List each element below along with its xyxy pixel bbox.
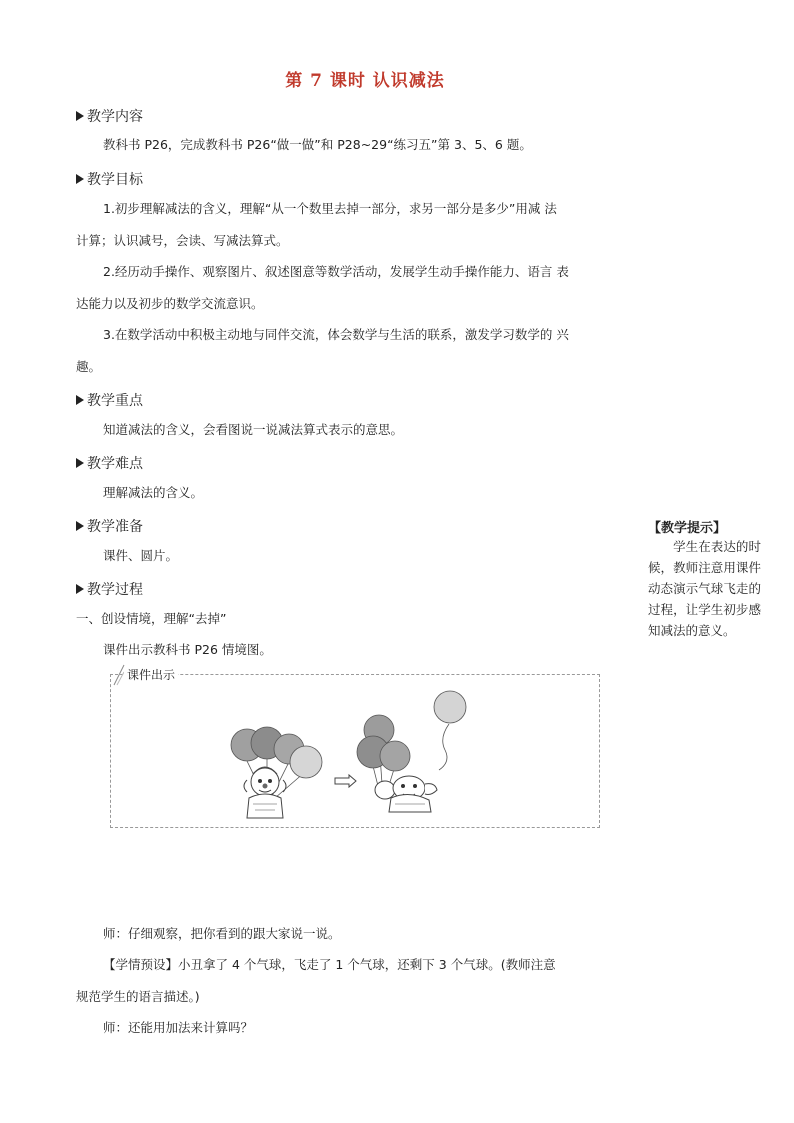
- triangle-bullet-icon: [76, 395, 84, 405]
- goal2-line1: 2.经历动手操作、观察图片、叙述图意等数学活动，发展学生动手操作能力、语言 表: [103, 264, 569, 279]
- section-heading-difficult: 教学难点: [76, 453, 143, 473]
- prep-text: 课件、圆片。: [103, 548, 179, 563]
- difficult-text: 理解减法的含义。: [103, 485, 204, 500]
- content-text: 教科书 P26，完成教科书 P26“做一做”和 P28~29“练习五”第 3、5、6 题。: [103, 137, 532, 152]
- section-heading-goals: 教学目标: [76, 169, 143, 189]
- clown-balloons-illustration: [225, 686, 475, 826]
- goal1-line2: 计算；认识减号，会读、写减法算式。: [76, 233, 289, 248]
- balloon-flying: [434, 691, 466, 723]
- section-heading-process: 教学过程: [76, 579, 143, 599]
- balloon: [290, 746, 322, 778]
- predict-line-1: 【学情预设】小丑拿了 4 个气球，飞走了 1 个气球，还剩下 3 个气球。(教师注意: [103, 957, 556, 972]
- triangle-bullet-icon: [76, 174, 84, 184]
- goal1-line1: 1.初步理解减法的含义，理解“从一个数里去掉一部分，求另一部分是多少”用减 法: [103, 201, 557, 216]
- triangle-bullet-icon: [76, 111, 84, 121]
- page-title: 第 7 课时 认识减法: [285, 71, 445, 91]
- goal3-line1: 3.在数学活动中积极主动地与同伴交流，体会数学与生活的联系，激发学习数学的 兴: [103, 327, 569, 342]
- key-text: 知道减法的含义，会看图说一说减法算式表示的意思。: [103, 422, 404, 437]
- goal3-line2: 趣。: [76, 359, 102, 374]
- section-heading-content: 教学内容: [76, 106, 143, 126]
- teacher-line-2: 师：还能用加法来计算吗？: [103, 1020, 254, 1035]
- courseware-label: 课件出示: [124, 666, 178, 683]
- sidebar-title: 【教学提示】: [648, 521, 727, 536]
- teacher-line-1: 师：仔细观察，把你看到的跟大家说一说。: [103, 926, 341, 941]
- step1-text: 课件出示教科书 P26 情境图。: [103, 642, 272, 657]
- step1-heading: 一、创设情境，理解“去掉”: [76, 611, 227, 626]
- goal2-line2: 达能力以及初步的数学交流意识。: [76, 296, 264, 311]
- triangle-bullet-icon: [76, 521, 84, 531]
- sidebar-text: 学生在表达的时候，教师注意用课件动态演示气球飞走的过程，让学生初步感知减法的意义。: [648, 539, 761, 638]
- predict-line-2: 规范学生的语言描述。): [76, 989, 200, 1004]
- clown-left: [231, 727, 322, 818]
- triangle-bullet-icon: [76, 584, 84, 594]
- balloon: [380, 741, 410, 771]
- clown-right: [357, 691, 466, 812]
- arrow-right-icon: [335, 775, 356, 787]
- section-heading-key: 教学重点: [76, 390, 143, 410]
- section-heading-prep: 教学准备: [76, 516, 143, 536]
- triangle-bullet-icon: [76, 458, 84, 468]
